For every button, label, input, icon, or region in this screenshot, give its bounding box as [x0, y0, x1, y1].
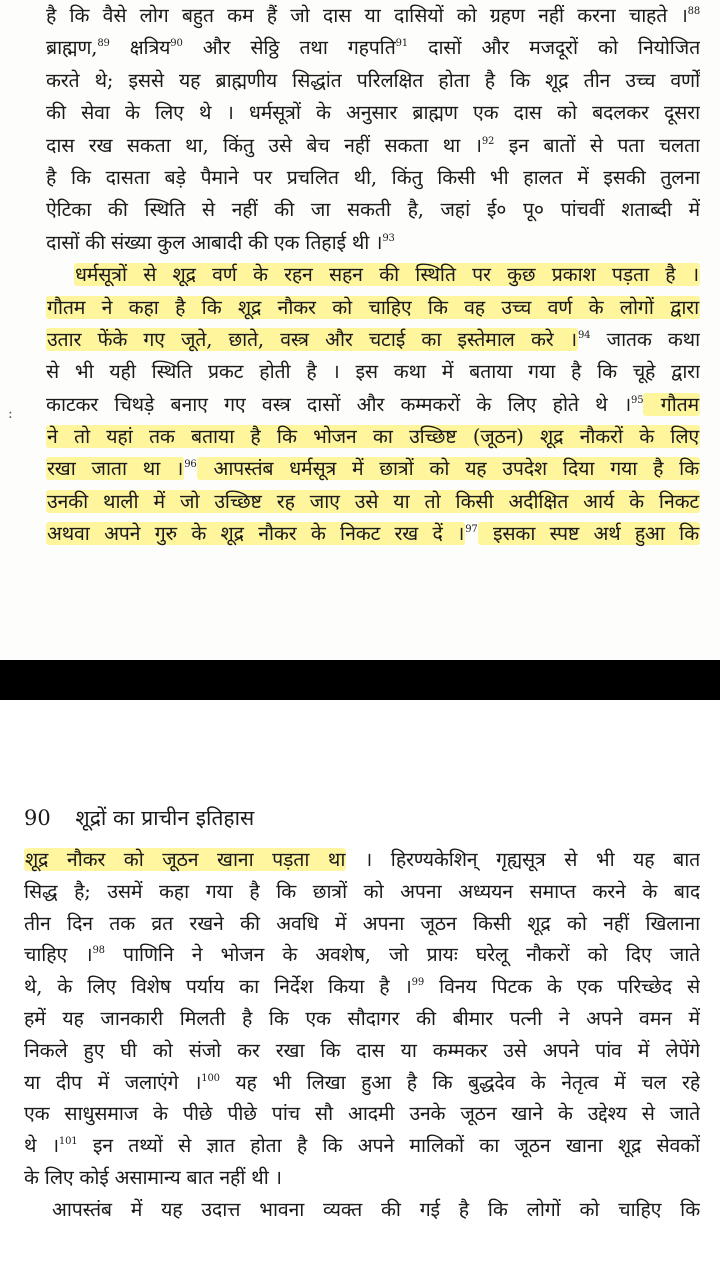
top-page-line — [46, 518, 700, 550]
top-page-line — [46, 389, 700, 421]
footnote-ref: 88 — [687, 6, 700, 17]
footnote-ref: 89 — [97, 38, 110, 50]
top-page-line — [46, 97, 700, 129]
page-divider — [0, 660, 720, 700]
top-page-line — [46, 356, 700, 388]
top-page-line — [46, 486, 700, 518]
text-span: थे । — [24, 1134, 59, 1158]
page-number: 90 — [24, 806, 51, 830]
text-span: इन बातों से पता चलता — [494, 133, 700, 157]
bottom-page-line — [24, 1162, 700, 1194]
text-span: इन तथ्यों से ज्ञात होता है कि अपने मालिकों का जूठन खाना शूद्र सेवकों — [77, 1134, 700, 1158]
text-span: है कि वैसे लोग बहुत कम हैं जो दास या दासियों को ग्रहण नहीं करना चाहते । — [46, 4, 688, 27]
top-page-line — [46, 32, 700, 64]
footnote-ref: 100 — [201, 1072, 220, 1084]
running-title: शूद्रों का प्राचीन इतिहास — [75, 806, 255, 830]
text-span: दासों की संख्या कुल आबादी की एक तिहाई थी । — [46, 230, 383, 254]
bottom-page-line — [24, 1130, 700, 1162]
highlighted-text: अथवा अपने गुरु के शूद्र नौकर के निकट रख दें । — [47, 522, 465, 546]
text-span: थे, के लिए विशेष पर्याय का निर्देश किया है । — [24, 975, 412, 999]
text-span: काटकर चिथड़े बनाए गए वस्त्र दासों और कम्मकरों के लिए होते थे । — [46, 392, 632, 416]
top-page-line — [46, 227, 700, 259]
highlighted-text: शूद्र नौकर को जूठन खाना पड़ता था — [25, 848, 346, 871]
footnote-ref: 93 — [382, 232, 395, 244]
top-page-line — [46, 324, 700, 356]
text-span: विनय पिटक के एक परिच्छेद से — [423, 975, 700, 999]
top-page-line — [46, 194, 700, 226]
highlighted-text: उनकी थाली में जो उच्छिष्ट रह जाए उसे या तो किसी अदीक्षित आर्य के निकट — [47, 489, 699, 513]
top-page-line — [46, 65, 700, 97]
bottom-page-line — [24, 876, 700, 908]
bottom-page-line — [24, 1098, 700, 1130]
text-span: हमें यह जानकारी मिलती है कि एक सौदागर की बीमार पत्नी ने अपने वमन में — [24, 1006, 700, 1030]
footnote-ref: 92 — [481, 135, 495, 147]
text-span: दासों और मजदूरों को नियोजित — [407, 36, 700, 60]
text-span: पाणिनि ने भोजन के अवशेष, जो प्रायः घरेलू नौकरों को दिए जाते — [104, 943, 700, 967]
bottom-page-line — [24, 1003, 700, 1035]
text-span: एक साधुसमाज के पीछे पीछे पांच सौ आदमी उनके जूठन खाने के उद्देश्य से जाते — [24, 1102, 700, 1126]
text-span: ब्राह्मण, — [46, 36, 98, 60]
text-span: जातक कथा — [590, 327, 700, 351]
text-span: यह भी लिखा हुआ है कि बुद्धदेव के नेतृत्व में चल रहे — [219, 1070, 700, 1094]
highlighted-text: गौतम — [644, 392, 699, 416]
page-header — [24, 804, 254, 832]
bottom-page-line — [24, 939, 700, 971]
top-page-line — [46, 162, 700, 194]
highlighted-text: इसका स्पष्ट अर्थ हुआ कि — [478, 522, 700, 546]
top-page-line — [46, 453, 700, 485]
text-span: क्षत्रिय — [109, 36, 171, 60]
bottom-page-line — [24, 1194, 700, 1226]
top-page-line — [46, 421, 700, 453]
footnote-ref: 91 — [395, 38, 408, 50]
text-span: ऐटिका की स्थिति से नहीं की जा सकती है, जहां ई० पू० पांचवीं शताब्दी में — [46, 198, 700, 222]
highlighted-text: उतार फेंके गए जूते, छाते, वस्त्र और चटाई का इस्तेमाल करे । — [47, 327, 577, 351]
top-page-line — [46, 0, 700, 32]
top-page-line — [46, 130, 700, 162]
footnote-ref: 90 — [170, 38, 183, 50]
footnote-ref: 98 — [92, 945, 105, 957]
text-span: या दीप में जलाएंगे । — [24, 1070, 202, 1094]
stray-mark: : — [8, 406, 13, 422]
text-span: करते थे; इससे यह ब्राह्मणीय सिद्धांत परिलक्षित होता है कि शूद्र तीन उच्च वर्णों — [46, 68, 700, 92]
bottom-page-text — [24, 844, 700, 1226]
bottom-page-line — [24, 844, 700, 876]
highlighted-text: गौतम ने कहा है कि शूद्र नौकर को चाहिए कि वह उच्च वर्ण के लोगों द्वारा — [47, 295, 699, 319]
footnote-ref: 95 — [631, 394, 644, 406]
text-span: सिद्ध है; उसमें कहा गया है कि छात्रों को अपना अध्ययन समाप्त करने के बाद — [24, 879, 700, 903]
bottom-page-line — [24, 908, 700, 940]
footnote-ref: 99 — [411, 977, 424, 989]
top-page-line — [46, 292, 700, 324]
bottom-page-line — [24, 1035, 700, 1067]
highlighted-text: आपस्तंब धर्मसूत्र में छात्रों को यह उपदेश दिया गया है कि — [197, 457, 700, 481]
text-span: है कि दासता बड़े पैमाने पर प्रचलित थी, किंतु किसी भी हालत में इसकी तुलना — [46, 165, 700, 189]
text-span: निकले हुए घी को संजो कर रखा कि दास या कम्मकर उसे अपने पांव में लेपेंगे — [24, 1038, 700, 1062]
text-span: चाहिए । — [24, 943, 93, 967]
text-span: । हिरण्यकेशिन् गृह्यसूत्र से भी यह बात — [346, 848, 700, 871]
text-span: तीन दिन तक व्रत रखने की अवधि में अपना जूठन किसी शूद्र को नहीं खिलाना — [24, 911, 700, 935]
text-span: दास रख सकता था, किंतु उसे बेच नहीं सकता था । — [46, 133, 482, 157]
text-span: और सेठ्ठि तथा गहपति — [182, 36, 396, 60]
footnote-ref: 97 — [465, 524, 478, 536]
bottom-page-line — [24, 1067, 700, 1099]
text-span: के लिए कोई असामान्य बात नहीं थी । — [24, 1165, 282, 1189]
text-span: से भी यही स्थिति प्रकट होती है । इस कथा में बताया गया है कि चूहे द्वारा — [46, 360, 700, 384]
top-page-line — [46, 259, 700, 291]
bottom-page-line — [24, 971, 700, 1003]
footnote-ref: 94 — [578, 329, 591, 341]
text-span: की सेवा के लिए थे । धर्मसूत्रों के अनुसार ब्राह्मण एक दास को बदलकर दूसरा — [46, 101, 700, 125]
footnote-ref: 96 — [184, 459, 197, 471]
highlighted-text: धर्मसूत्रों से शूद्र वर्ण के रहन सहन की स्थिति पर कुछ प्रकाश पड़ता है । — [75, 263, 699, 287]
top-page-text — [46, 0, 700, 551]
highlighted-text: ने तो यहां तक बताया है कि भोजन का उच्छिष्ट (जूठन) शूद्र नौकरों के लिए — [47, 425, 699, 449]
highlighted-text: रखा जाता था । — [47, 457, 184, 481]
text-span: आपस्तंब में यह उदात्त भावना व्यक्त की गई है कि लोगों को चाहिए कि — [52, 1197, 700, 1221]
footnote-ref: 101 — [58, 1136, 78, 1148]
